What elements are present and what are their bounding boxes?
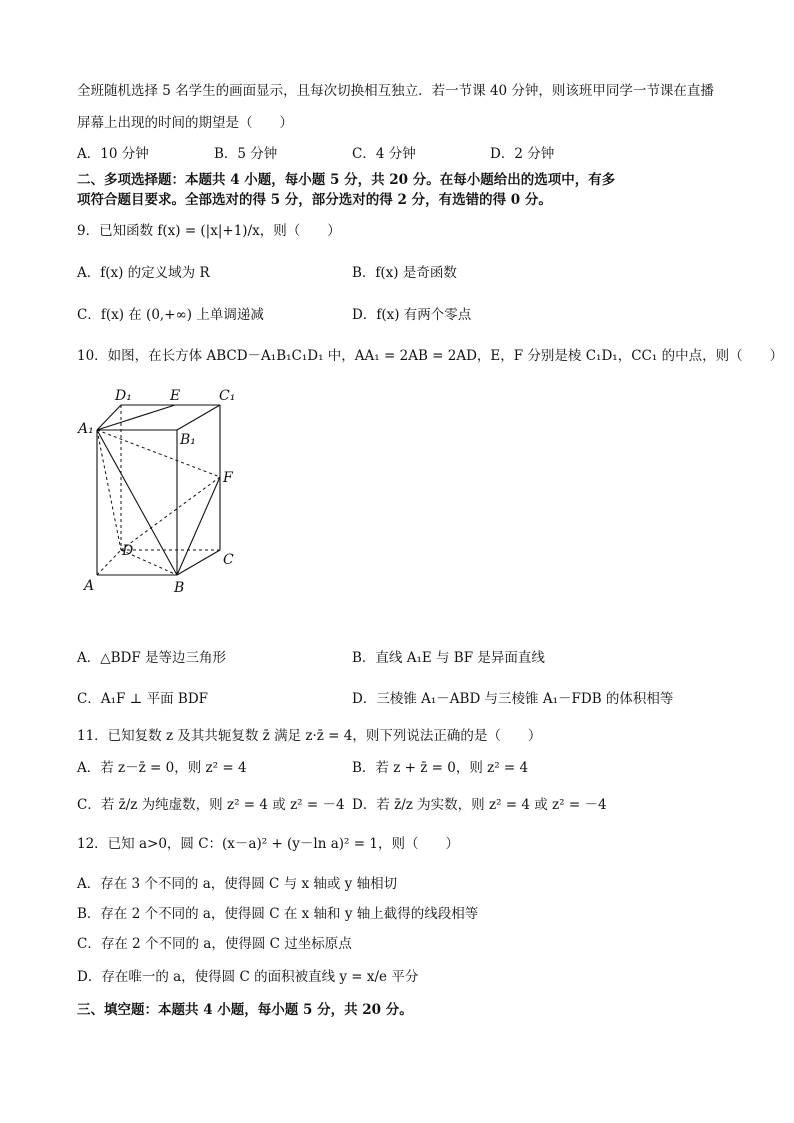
q9-option-b: B．f(x) 是奇函数 <box>352 265 457 281</box>
q10-option-c: C．A₁F ⊥ 平面 BDF <box>77 691 209 707</box>
q10-option-a: A．△BDF 是等边三角形 <box>77 650 227 666</box>
label-B: B <box>174 580 185 596</box>
q8-option-c: C．4 分钟 <box>352 146 416 162</box>
q8-stem-line2: 屏幕上出现的时间的期望是（ ） <box>77 115 293 131</box>
label-B1: B₁ <box>180 432 196 448</box>
label-F: F <box>223 470 233 486</box>
q11-stem: 11．已知复数 z 及其共轭复数 z̄ 满足 z·z̄ = 4，则下列说法正确的是（ ） <box>77 728 542 744</box>
label-A1: A₁ <box>78 421 94 437</box>
q9-option-a: A．f(x) 的定义域为 R <box>77 265 210 281</box>
label-E: E <box>170 388 181 404</box>
q12-option-d: D．存在唯一的 a，使得圆 C 的面积被直线 y = x/e 平分 <box>77 969 419 985</box>
q12-option-c: C．存在 2 个不同的 a，使得圆 C 过坐标原点 <box>77 936 352 952</box>
label-D: D <box>122 543 134 559</box>
q11-option-a: A．若 z－z̄ = 0，则 z² = 4 <box>77 760 247 776</box>
q10-option-b: B．直线 A₁E 与 BF 是异面直线 <box>352 650 545 666</box>
q9-stem: 9．已知函数 f(x) = (|x|+1)/x，则（ ） <box>77 223 341 239</box>
q12-option-b: B．存在 2 个不同的 a，使得圆 C 在 x 轴和 y 轴上截得的线段相等 <box>77 906 479 922</box>
q8-option-d: D．2 分钟 <box>490 146 555 162</box>
q10-stem: 10．如图，在长方体 ABCD－A₁B₁C₁D₁ 中，AA₁ = 2AB = 2AD，E，F 分别是棱 C₁D₁，CC₁ 的中点，则（ ） <box>77 348 784 364</box>
label-A: A <box>84 578 95 594</box>
q10-option-d: D．三棱锥 A₁－ABD 与三棱锥 A₁－FDB 的体积相等 <box>352 691 674 707</box>
q12-option-a: A．存在 3 个不同的 a，使得圆 C 与 x 轴或 y 轴相切 <box>77 876 398 892</box>
q11-option-b: B．若 z + z̄ = 0，则 z² = 4 <box>352 760 529 776</box>
q8-option-b: B．5 分钟 <box>214 146 278 162</box>
q12-stem: 12．已知 a>0，圆 C：(x－a)² + (y－ln a)² = 1，则（ ） <box>77 836 459 852</box>
q8-option-a: A．10 分钟 <box>77 146 149 162</box>
label-D1: D₁ <box>115 388 132 404</box>
label-C1: C₁ <box>219 388 236 404</box>
cuboid-figure <box>70 380 270 605</box>
section3-heading: 三、填空题：本题共 4 小题，每小题 5 分，共 20 分。 <box>77 1002 413 1018</box>
label-C: C <box>223 552 234 568</box>
q11-option-d: D．若 z̄/z 为实数，则 z² = 4 或 z² = －4 <box>352 797 607 813</box>
q9-option-c: C．f(x) 在 (0,+∞) 上单调递减 <box>77 307 264 323</box>
q8-stem-line1: 全班随机选择 5 名学生的画面显示，且每次切换相互独立．若一节课 40 分钟，则该班甲同学一节课在直播 <box>77 83 714 99</box>
section2-heading-line1: 二、多项选择题：本题共 4 小题，每小题 5 分，共 20 分。在每小题给出的选项中，有多 <box>77 172 616 188</box>
section2-heading-line2: 项符合题目要求。全部选对的得 5 分，部分选对的得 2 分，有选错的得 0 分。 <box>77 192 552 208</box>
q9-option-d: D．f(x) 有两个零点 <box>352 307 472 323</box>
q11-option-c: C．若 z̄/z 为纯虚数，则 z² = 4 或 z² = －4 <box>77 797 345 813</box>
